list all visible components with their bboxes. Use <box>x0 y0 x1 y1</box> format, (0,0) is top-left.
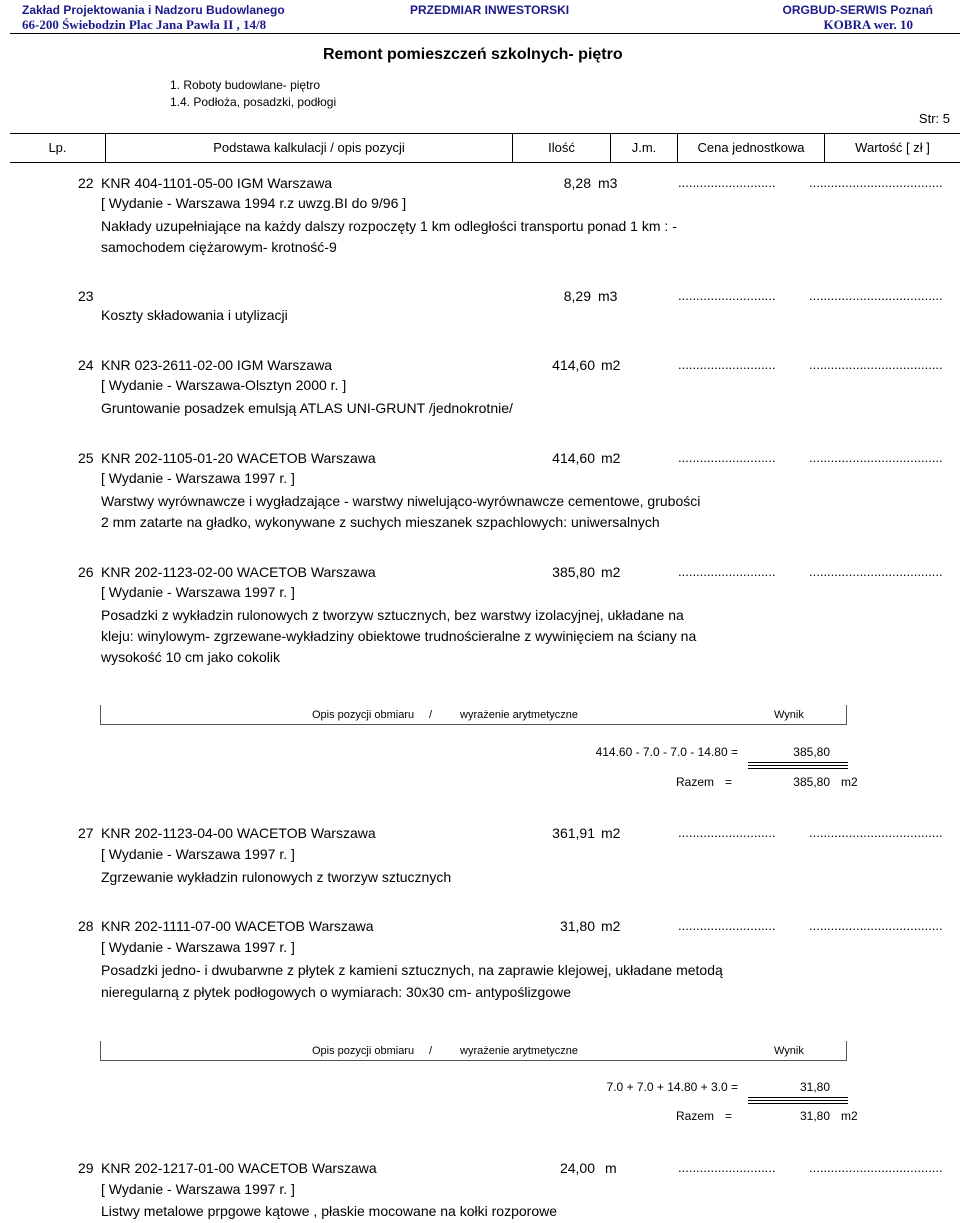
total-label: Razem <box>676 1109 715 1123</box>
item-price-dots: ........................... <box>678 825 776 840</box>
section-level1: 1. Roboty budowlane- piętro <box>170 78 321 92</box>
item-price-dots: ........................... <box>678 175 776 190</box>
item-description: wysokość 10 cm jako cokolik <box>101 649 280 665</box>
item-description: Posadzki z wykładzin rulonowych z tworzyw sztucznych, bez warstwy izolacyjnej, układane na <box>101 607 684 623</box>
item-lp: 24 <box>78 357 94 373</box>
measurement-expression: 414.60 - 7.0 - 7.0 - 14.80 = <box>595 745 738 759</box>
measurement-result: 385,80 <box>793 745 830 759</box>
item-value-dots: ..................................... <box>809 450 943 465</box>
item-description: Zgrzewanie wykładzin rulonowych z tworzyw sztucznych <box>101 869 452 885</box>
item-qty: 361,91 <box>552 825 595 841</box>
item-edition: [ Wydanie - Warszawa 1997 r. ] <box>101 846 295 862</box>
section-level2: 1.4. Podłoża, posadzki, podłogi <box>170 95 337 109</box>
total-rule <box>748 1100 848 1101</box>
item-basis: KNR 202-1111-07-00 WACETOB Warszawa <box>101 918 374 934</box>
item-basis: KNR 404-1101-05-00 IGM Warszawa <box>101 175 333 191</box>
col-value: Wartość [ zł ] <box>855 140 930 155</box>
total-rule <box>748 765 848 766</box>
company-address: 66-200 Świebodzin Plac Jana Pawła II , 14/8 <box>22 17 267 32</box>
software-name: ORGBUD-SERWIS Poznań <box>782 3 933 17</box>
item-price-dots: ........................... <box>678 357 776 372</box>
item-basis: KNR 023-2611-02-00 IGM Warszawa <box>101 357 333 373</box>
item-lp: 23 <box>78 288 94 304</box>
item-description: Warstwy wyrównawcze i wygładzające - warstwy niwelująco-wyrównawcze cementowe, grubości <box>101 493 701 509</box>
item-basis: KNR 202-1105-01-20 WACETOB Warszawa <box>101 450 376 466</box>
item-edition: [ Wydanie - Warszawa 1997 r. ] <box>101 584 295 600</box>
total-rule <box>748 1097 848 1098</box>
document-type: PRZEDMIAR INWESTORSKI <box>410 3 570 17</box>
measurement-slash: / <box>429 709 433 721</box>
item-value-dots: ..................................... <box>809 1160 943 1175</box>
col-basis: Podstawa kalkulacji / opis pozycji <box>213 140 405 155</box>
item-value-dots: ..................................... <box>809 288 943 303</box>
item-qty: 414,60 <box>552 450 595 466</box>
measurement-header <box>100 1041 847 1061</box>
item-qty: 414,60 <box>552 357 595 373</box>
software-version: KOBRA wer. 10 <box>823 17 913 32</box>
item-description: Koszty składowania i utylizacji <box>101 307 288 323</box>
item-unit: m2 <box>601 564 621 580</box>
item-description: Posadzki jedno- i dwubarwne z płytek z kamieni sztucznych, na zaprawie klejowej, układane metodą <box>101 962 723 978</box>
item-edition: [ Wydanie - Warszawa 1997 r. ] <box>101 470 295 486</box>
item-lp: 26 <box>78 564 94 580</box>
item-unit: m <box>605 1160 617 1176</box>
item-lp: 22 <box>78 175 94 191</box>
item-value-dots: ..................................... <box>809 918 943 933</box>
item-price-dots: ........................... <box>678 918 776 933</box>
measurement-result-label: Wynik <box>774 1045 804 1057</box>
total-equals: = <box>725 775 733 789</box>
item-description: samochodem ciężarowym- krotność-9 <box>101 239 337 255</box>
item-unit: m2 <box>601 825 621 841</box>
item-value-dots: ..................................... <box>809 825 943 840</box>
total-value: 31,80 <box>799 1109 830 1123</box>
item-edition: [ Wydanie - Warszawa 1994 r.z uwzg.BI do 9/96 ] <box>101 195 407 211</box>
item-qty: 8,28 <box>563 175 591 191</box>
total-value: 385,80 <box>793 775 830 789</box>
item-qty: 385,80 <box>552 564 595 580</box>
item-value-dots: ..................................... <box>809 175 943 190</box>
page-number: Str: 5 <box>918 111 950 126</box>
item-value-dots: ..................................... <box>809 564 943 579</box>
item-unit: m2 <box>601 450 621 466</box>
total-rule <box>748 762 848 763</box>
item-description: nieregularną z płytek podłogowych o wymiarach: 30x30 cm- antypoślizgowe <box>101 984 572 1000</box>
item-value-dots: ..................................... <box>809 357 943 372</box>
item-qty: 8,29 <box>563 288 591 304</box>
page-title: Remont pomieszczeń szkolnych- piętro <box>323 46 623 63</box>
item-price-dots: ........................... <box>678 564 776 579</box>
item-unit: m2 <box>601 918 621 934</box>
total-rule <box>748 768 848 769</box>
total-equals: = <box>725 1109 733 1123</box>
col-qty: Ilość <box>548 140 575 155</box>
item-qty: 31,80 <box>559 918 595 934</box>
item-basis: KNR 202-1123-02-00 WACETOB Warszawa <box>101 564 376 580</box>
measurement-header <box>100 705 847 725</box>
measurement-expression: 7.0 + 7.0 + 14.80 + 3.0 = <box>606 1080 738 1094</box>
item-lp: 27 <box>78 825 94 841</box>
item-unit: m3 <box>598 175 618 191</box>
total-unit: m2 <box>841 775 858 789</box>
measurement-slash: / <box>429 1045 433 1057</box>
item-unit: m2 <box>601 357 621 373</box>
measurement-expr-label: wyrażenie arytmetyczne <box>460 1045 578 1057</box>
item-price-dots: ........................... <box>678 450 776 465</box>
item-description: 2 mm zatarte na gładko, wykonywane z suchych mieszanek szpachlowych: uniwersalnych <box>101 514 660 530</box>
item-lp: 29 <box>78 1160 94 1176</box>
col-unit: J.m. <box>631 140 657 155</box>
item-description: Listwy metalowe prpgowe kątowe , płaskie mocowane na kołki rozporowe <box>101 1203 557 1219</box>
item-price-dots: ........................... <box>678 1160 776 1175</box>
item-description: kleju: winylowym- zgrzewane-wykładziny obiektowe trudnościeralne z wywinięciem na ściany na <box>101 628 697 644</box>
item-price-dots: ........................... <box>678 288 776 303</box>
measurement-expr-label: wyrażenie arytmetyczne <box>460 709 578 721</box>
total-label: Razem <box>676 775 715 789</box>
company-name: Zakład Projektowania i Nadzoru Budowlanego <box>22 3 285 17</box>
item-edition: [ Wydanie - Warszawa 1997 r. ] <box>101 1181 295 1197</box>
item-description: Gruntowanie posadzek emulsją ATLAS UNI-GRUNT /jednokrotnie/ <box>101 400 513 416</box>
item-basis: KNR 202-1123-04-00 WACETOB Warszawa <box>101 825 376 841</box>
item-basis: KNR 202-1217-01-00 WACETOB Warszawa <box>101 1160 377 1176</box>
item-unit: m3 <box>598 288 618 304</box>
item-description: Nakłady uzupełniające na każdy dalszy rozpoczęty 1 km odległości transportu ponad 1 km : - <box>101 218 677 234</box>
column-header <box>10 133 960 163</box>
item-lp: 25 <box>78 450 94 466</box>
item-qty: 24,00 <box>559 1160 595 1176</box>
measurement-result-label: Wynik <box>774 709 804 721</box>
header-divider <box>10 33 960 34</box>
item-edition: [ Wydanie - Warszawa 1997 r. ] <box>101 939 295 955</box>
item-lp: 28 <box>78 918 94 934</box>
measurement-desc-label: Opis pozycji obmiaru <box>312 1045 415 1057</box>
col-unit-price: Cena jednostkowa <box>697 140 805 155</box>
measurement-result: 31,80 <box>799 1080 830 1094</box>
measurement-desc-label: Opis pozycji obmiaru <box>312 709 415 721</box>
total-unit: m2 <box>841 1109 858 1123</box>
col-lp: Lp. <box>48 140 67 155</box>
item-edition: [ Wydanie - Warszawa-Olsztyn 2000 r. ] <box>101 377 347 393</box>
total-rule <box>748 1103 848 1104</box>
